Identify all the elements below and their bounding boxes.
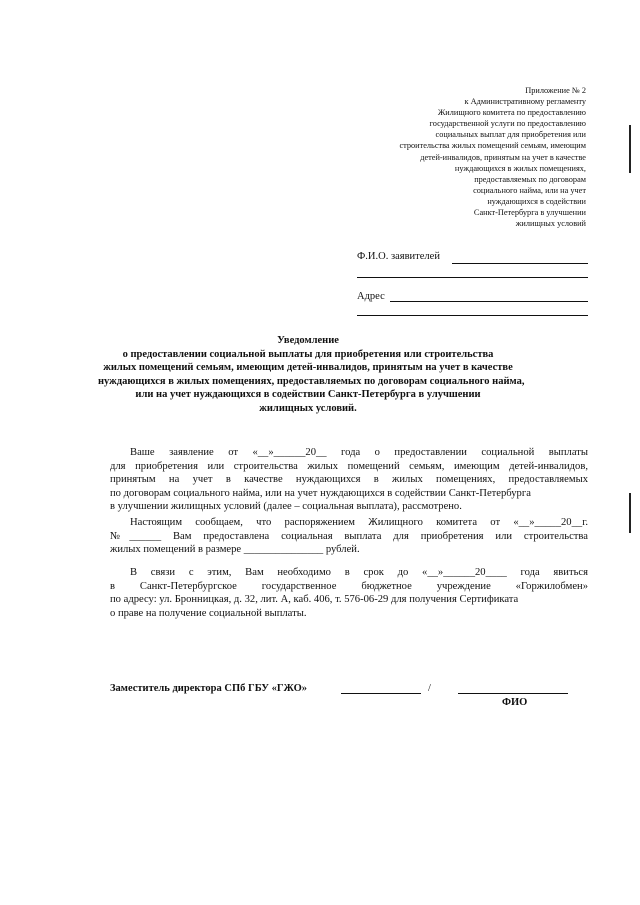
fio-caption: ФИО (502, 697, 528, 708)
title-line: о предоставлении социальной выплаты для приобретения или строительства (122, 348, 494, 360)
appendix-line: нуждающихся в жилых помещениях, (454, 163, 586, 173)
paragraph-line: жилых помещений в размере _______________ рублей. (110, 544, 360, 556)
appendix-line: к Административному регламенту (464, 97, 586, 107)
appendix-line: Жилищного комитета по предоставлению (437, 108, 586, 118)
paragraph-line: по адресу: ул. Бронницкая, д. 32, лит. А, каб. 406, т. 576-06-29 для получения Сертификата (110, 594, 519, 606)
signature-slash: / (428, 683, 431, 694)
signatory-position: Заместитель директора СПб ГБУ «ГЖО» (110, 683, 308, 694)
paragraph-decision (110, 516, 588, 557)
appendix-line: нуждающихся в содействии (487, 196, 586, 206)
paragraph-line: для приобретения или строительства жилых помещений семьям, имеющим детей-инвалидов, (110, 460, 588, 472)
appendix-header (336, 85, 586, 229)
paragraph-line: Настоящим сообщаем, что распоряжением Жилищного комитета от «__»_____20__г. (130, 517, 588, 528)
scan-mark (629, 493, 631, 533)
paragraph-instructions (110, 566, 588, 620)
appendix-line: предоставляемых по договорам (474, 174, 586, 184)
fio-line[interactable] (458, 693, 568, 694)
applicant-address-line[interactable] (390, 301, 588, 302)
appendix-line: государственной услуги по предоставлению (429, 119, 586, 129)
scan-mark (629, 125, 631, 173)
appendix-line: детей-инвалидов, принятым на учет в качестве (420, 152, 586, 162)
title-heading: Уведомление (277, 335, 339, 346)
title-line: нуждающихся в жилых помещениях, предоставляемых по договорам социального найма, (98, 375, 525, 387)
applicant-fio-line-2[interactable] (357, 277, 588, 278)
paragraph-line: №______ Вам предоставлена социальная выплата для приобретения или строительства (110, 530, 588, 542)
paragraph-line: В связи с этим, Вам необходимо в срок до «__»______20____ года явиться (130, 567, 588, 578)
title-line: жилищных условий. (259, 402, 357, 414)
paragraph-line: в Санкт-Петербургское государственное бюджетное учреждение «Горжилобмен» (110, 580, 588, 592)
applicant-fio-line[interactable] (452, 263, 588, 264)
title-line: жилых помещений семьям, имеющим детей-инвалидов, принятым на учет в качестве (103, 362, 513, 373)
paragraph-line: о праве на получение социальной выплаты. (110, 607, 307, 619)
appendix-line: Санкт-Петербурга в улучшении (473, 208, 586, 218)
appendix-line: жилищных условий (515, 219, 586, 229)
paragraph-line: принятым на учет в качестве нуждающихся в жилых помещениях, предоставляемых (110, 474, 588, 486)
notice-title (98, 334, 525, 415)
signature-line[interactable] (341, 693, 421, 694)
applicant-fio-label: Ф.И.О. заявителей (357, 251, 440, 262)
title-line: или на учет нуждающихся в содействии Санкт-Петербурга в улучшении (135, 389, 481, 400)
applicant-address-label: Адрес (357, 291, 385, 302)
paragraph-line: по договорам социального найма, или на учет нуждающихся в содействии Санкт-Петербурга (110, 487, 531, 499)
paragraph-line: в улучшении жилищных условий (далее – социальная выплата), рассмотрено. (110, 501, 462, 513)
appendix-line: социальных выплат для приобретения или (435, 130, 586, 140)
paragraph-application (110, 446, 588, 514)
applicant-address-line-2[interactable] (357, 315, 588, 316)
paragraph-line: Ваше заявление от «__»______20__ года о предоставлении социальной выплаты (130, 447, 588, 458)
appendix-line: социального найма, или на учет (473, 185, 586, 195)
appendix-line: Приложение № 2 (525, 86, 586, 95)
appendix-line: строительства жилых помещений семьям, имеющим (399, 141, 586, 151)
